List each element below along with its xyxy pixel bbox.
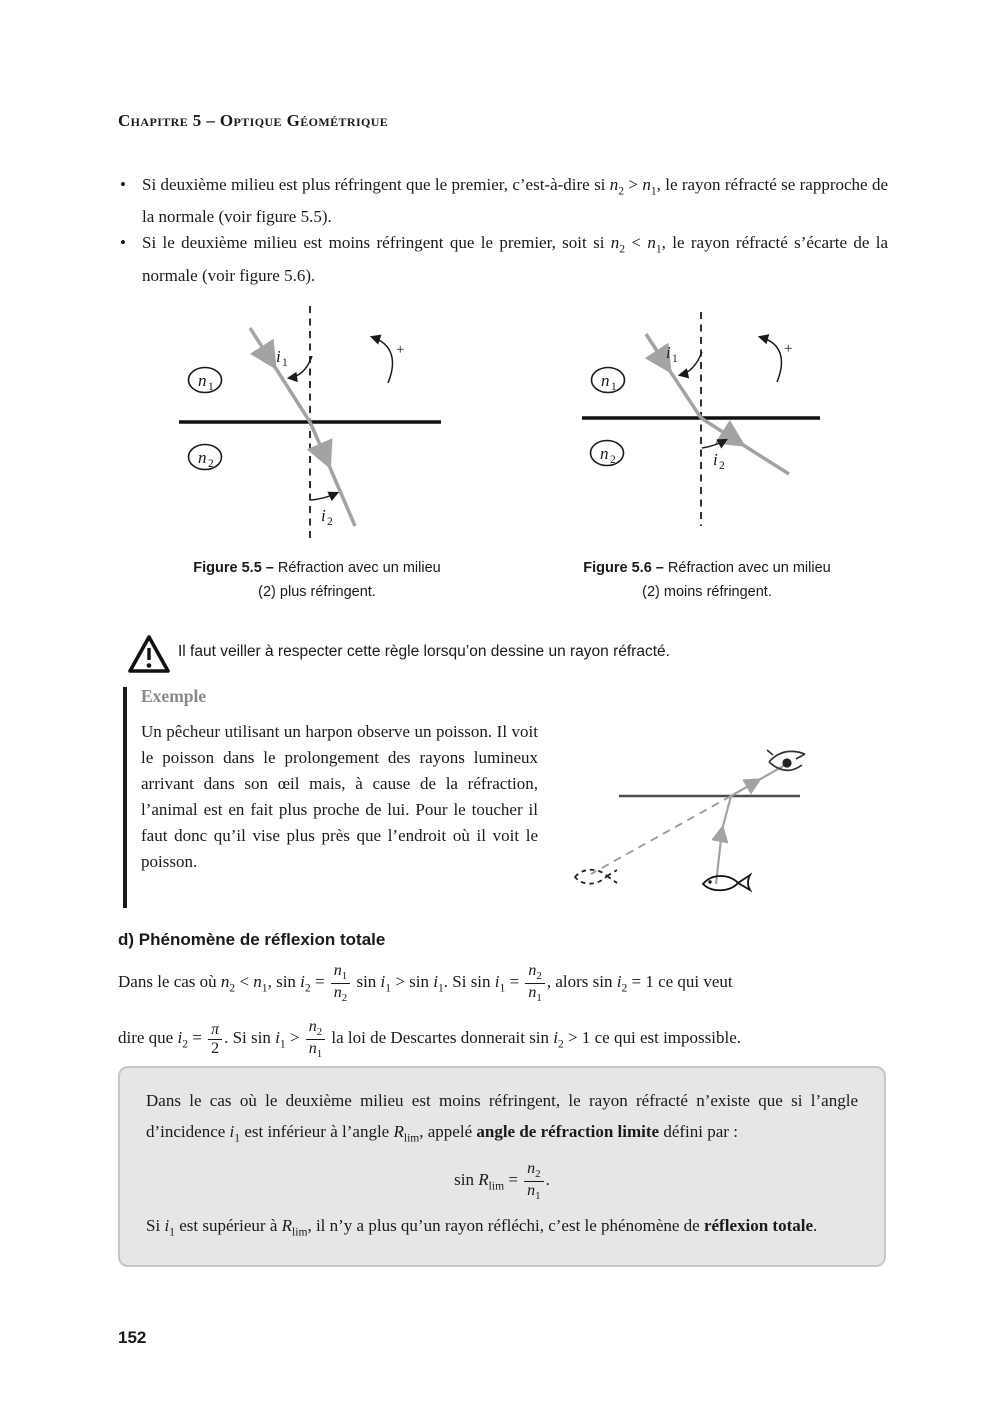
medium1-subscript: 1 <box>208 381 214 393</box>
incidence-angle-subscript: 1 <box>672 353 678 365</box>
bullet-marker: • <box>120 175 126 194</box>
refraction-angle-label: i <box>713 450 718 469</box>
limit-box-paragraph-2: Si $i_1$ est supérieur à $R_{lim}$, il n’y a plus qu’un rayon réfléchi, c’est le phénomène de réflexion totale. <box>146 1215 818 1239</box>
figure-5-6-caption <box>542 556 872 604</box>
example-body: Un pêcheur utilisant un harpon observe un poisson. Il voit le poisson dans le prolongement des rayons lumineux arrivant dans son œil mais, à cause de la réfraction, l’animal est en fait plus proche de lui. Pour le toucher il faut donc qu’il vise plus près que l’endroit où il voit le poisson. <box>141 722 538 871</box>
bullet-marker: • <box>120 233 126 253</box>
incidence-angle-label: i <box>276 347 281 366</box>
fish-eye <box>708 880 711 883</box>
incident-ray <box>250 328 310 422</box>
figure-5-5-caption <box>152 556 482 604</box>
incidence-angle-arc <box>289 356 312 378</box>
orientation-plus-sign: + <box>396 342 405 358</box>
refraction-diagram-denser-medium <box>150 296 480 546</box>
fisherman-fish-diagram <box>545 713 905 925</box>
bullet-item <box>120 172 888 230</box>
warning-text: Il faut veiller à respecter cette règle lorsqu’on dessine un rayon réfracté. <box>178 643 670 660</box>
figure-5-6-caption-number: Figure 5.6 – <box>583 560 664 576</box>
medium1-label: n <box>198 371 207 390</box>
example-rule <box>123 687 127 908</box>
figure-5-5-caption-number: Figure 5.5 – <box>193 560 274 576</box>
total-reflection-paragraph <box>118 962 890 1075</box>
incident-ray <box>646 334 701 418</box>
figure-5-5-caption-text: Réfraction avec un milieu (2) plus réfringent. <box>258 560 441 600</box>
medium1-label: n <box>601 371 610 390</box>
orientation-arrow <box>372 337 393 383</box>
refraction-angle-subscript: 2 <box>327 516 333 528</box>
incidence-angle-subscript: 1 <box>282 357 288 369</box>
refraction-diagram-less-dense-medium <box>540 296 870 546</box>
refraction-angle-subscript: 2 <box>719 460 725 472</box>
refraction-angle-arc <box>702 440 726 448</box>
medium2-label: n <box>600 444 609 463</box>
eye-sketch <box>767 750 805 770</box>
warning-icon <box>127 633 171 675</box>
bullet-list <box>120 172 888 289</box>
limit-box-paragraph-1: Dans le cas où le deuxième milieu est moins réfringent, le rayon réfracté n’existe que si l’angle d’incidence $i_1$ est inférieur à l’angle $R_{lim}$, appelé angle de réfraction limite défini par : <box>146 1091 858 1145</box>
orientation-arrow <box>760 337 781 382</box>
medium2-label: n <box>198 448 207 467</box>
page-number: 152 <box>118 1328 147 1347</box>
apparent-ray-dashed <box>591 796 731 874</box>
eye-pupil <box>782 758 791 767</box>
math-line-2: dire que $i_2$ = $\frac{\pi}{2}$ . Si $\sin i_1$ > $\frac{n_2}{n_1}$ la loi de Descartes donnerait $\sin i_2 > 1$ ce qui est impossible. <box>118 1018 742 1061</box>
medium2-subscript: 2 <box>208 458 214 470</box>
incidence-angle-label: i <box>666 343 671 362</box>
refraction-angle-arc <box>311 493 337 500</box>
limit-angle-box <box>118 1066 886 1267</box>
math-line-1: Dans le cas où $n_2 < n_1$, $\sin i_2$ = $\frac{n_1}{n_2}$ $\sin i_1 > \sin i_1$. Si $\sin i_1$ = $\frac{n_2}{n_1}$ , alors $\sin i_2 = 1$ ce qui veut <box>118 962 733 1004</box>
refraction-angle-label: i <box>321 506 326 525</box>
bullet-item <box>120 230 888 288</box>
incidence-angle-arc <box>680 352 702 375</box>
section-d-heading: d) Phénomène de réflexion totale <box>118 930 386 949</box>
refracted-ray-to-eye <box>731 765 785 796</box>
example-title: Exemple <box>141 686 207 706</box>
bullet-text: Si le deuxième milieu est moins réfringent que le premier, soit si $n_2 < n_1$, le rayon réfracté s’écarte de la normale (voir figure 5.6). <box>142 233 889 285</box>
limit-angle-equation: $\sin R_{lim}$ = $\frac{n_2}{n_1}$ . <box>454 1160 550 1203</box>
medium2-subscript: 2 <box>610 454 616 466</box>
figure-5-6-caption-text: Réfraction avec un milieu (2) moins réfringent. <box>642 560 831 600</box>
orientation-plus-sign: + <box>784 341 793 357</box>
medium1-subscript: 1 <box>611 381 617 393</box>
real-fish-sketch <box>703 875 750 890</box>
chapter-header: Chapitre 5 – Optique Géométrique <box>118 111 389 130</box>
bullet-text: Si deuxième milieu est plus réfringent que le premier, c’est-à-dire si $n_2 > n_1$, le rayon réfracté se rapproche de la normale (voir figure 5.5). <box>142 175 889 227</box>
refracted-ray <box>310 422 355 526</box>
underwater-ray <box>716 796 731 884</box>
